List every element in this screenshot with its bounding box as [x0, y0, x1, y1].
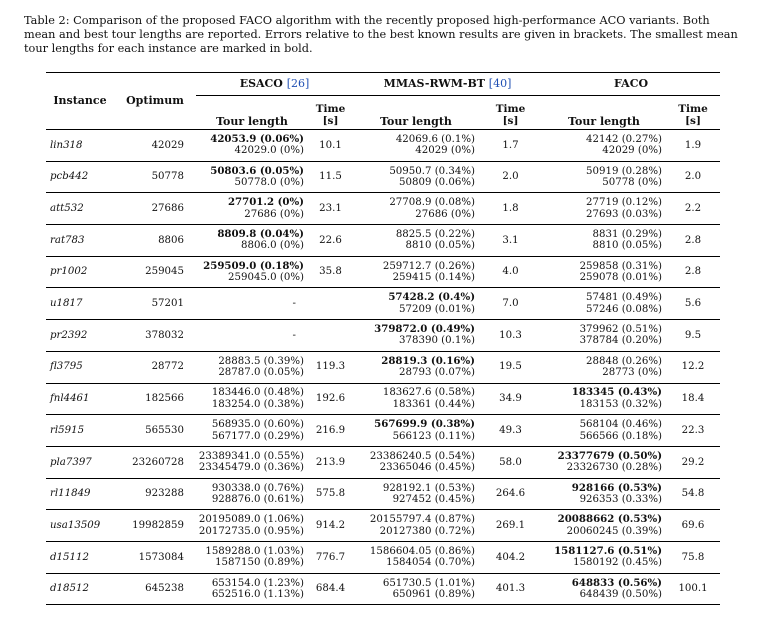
- table-caption: [24, 14, 744, 57]
- instance-cell: fl3795: [46, 351, 114, 383]
- instance-cell: fnl4461: [46, 383, 114, 415]
- esaco-tour-cell: [196, 541, 308, 573]
- mean-tour-length: 28848 (0.26%): [586, 355, 663, 367]
- header-faco: [542, 73, 720, 96]
- time-label: Time: [678, 103, 708, 115]
- mmas-time-cell: 264.6: [479, 478, 542, 510]
- table-row: [46, 130, 720, 162]
- instance-cell: pla7397: [46, 446, 114, 478]
- faco-time-cell: 18.4: [666, 383, 720, 415]
- optimum-cell: 1573084: [114, 541, 196, 573]
- best-tour-length: 378784 (0.20%): [579, 335, 663, 347]
- best-tour-length: 57246 (0.08%): [586, 303, 663, 315]
- mean-tour-length: 259509.0 (0.18%): [203, 259, 304, 272]
- instance-cell: rl5915: [46, 415, 114, 447]
- instance-cell: pr2392: [46, 320, 114, 352]
- mmas-time-cell: 34.9: [479, 383, 542, 415]
- best-tour-length: 648439 (0.50%): [579, 588, 663, 600]
- best-tour-length: 28773 (0%): [602, 367, 663, 379]
- optimum-cell: 23260728: [114, 446, 196, 478]
- esaco-tour-cell: -: [196, 288, 308, 320]
- mean-tour-length: 1586604.05 (0.86%): [369, 545, 476, 557]
- optimum-cell: 565530: [114, 415, 196, 447]
- mean-tour-length: 42069.6 (0.1%): [395, 133, 476, 145]
- optimum-cell: 259045: [114, 256, 196, 288]
- esaco-time-cell: 23.1: [308, 193, 353, 225]
- faco-time-cell: 69.6: [666, 510, 720, 542]
- mean-tour-length: 27719 (0.12%): [586, 197, 663, 209]
- best-tour-length: 183361 (0.44%): [392, 398, 476, 410]
- mean-tour-length: 8809.8 (0.04%): [217, 228, 304, 240]
- faco-tour-cell: [542, 446, 666, 478]
- mmas-tour-cell: [353, 288, 479, 320]
- faco-tour-cell: [542, 256, 666, 288]
- time-unit: [s]: [502, 115, 519, 127]
- esaco-time-cell: 914.2: [308, 510, 353, 542]
- instance-cell: d15112: [46, 541, 114, 573]
- mmas-time-cell: 10.3: [479, 320, 542, 352]
- best-tour-length: 20060245 (0.39%): [566, 525, 663, 537]
- esaco-tour-cell: [196, 161, 308, 193]
- optimum-cell: 8806: [114, 225, 196, 257]
- best-tour-length: 23326730 (0.28%): [566, 462, 663, 474]
- optimum-cell: 28772: [114, 351, 196, 383]
- esaco-tour-cell: [196, 446, 308, 478]
- header-faco-tour: Tour length: [568, 114, 640, 128]
- best-tour-length: 8810 (0.05%): [405, 240, 476, 252]
- table-row: [46, 225, 720, 257]
- faco-time-cell: 22.3: [666, 415, 720, 447]
- esaco-tour-cell: [196, 415, 308, 447]
- header-mmas-time: [479, 96, 542, 130]
- mmas-time-cell: 3.1: [479, 225, 542, 257]
- header-mmas: [353, 73, 542, 96]
- mean-tour-length: 23377679 (0.50%): [557, 449, 663, 462]
- faco-time-cell: 75.8: [666, 541, 720, 573]
- best-tour-length: 928876.0 (0.61%): [211, 493, 304, 505]
- best-tour-length: 27686 (0%): [244, 208, 304, 220]
- faco-tour-cell: [542, 130, 666, 162]
- esaco-time-cell: 216.9: [308, 415, 353, 447]
- mean-tour-length: 50919 (0.28%): [586, 165, 663, 177]
- mmas-tour-cell: [353, 573, 479, 605]
- best-tour-length: 23365046 (0.45%): [379, 462, 476, 474]
- mean-tour-length: 567699.9 (0.38%): [374, 418, 476, 431]
- mmas-tour-cell: [353, 383, 479, 415]
- mean-tour-length: 42142 (0.27%): [586, 133, 663, 145]
- mean-tour-length: 28883.5 (0.39%): [218, 355, 304, 367]
- table-row: [46, 256, 720, 288]
- esaco-tour-cell: [196, 510, 308, 542]
- instance-cell: u1817: [46, 288, 114, 320]
- mean-tour-length: 42053.9 (0.06%): [210, 132, 304, 145]
- time-label: Time: [495, 103, 526, 115]
- best-tour-length: 567177.0 (0.29%): [211, 430, 304, 442]
- esaco-tour-cell: [196, 573, 308, 605]
- mean-tour-length: 8831 (0.29%): [592, 229, 663, 240]
- mean-tour-length: 259858 (0.31%): [579, 260, 663, 272]
- esaco-time-cell: 684.4: [308, 573, 353, 605]
- table-row: [46, 383, 720, 415]
- instance-cell: pr1002: [46, 256, 114, 288]
- best-tour-length: 183153 (0.32%): [579, 398, 663, 410]
- esaco-time-cell: 10.1: [308, 130, 353, 162]
- best-tour-length: 8806.0 (0%): [241, 240, 304, 252]
- table-row: [46, 446, 720, 478]
- mean-tour-length: 928166 (0.53%): [571, 481, 663, 494]
- best-tour-length: 57209 (0.01%): [399, 303, 476, 315]
- esaco-tour-cell: [196, 193, 308, 225]
- table-row: [46, 415, 720, 447]
- esaco-tour-cell: [196, 478, 308, 510]
- optimum-cell: 50778: [114, 161, 196, 193]
- mean-tour-length: 1589288.0 (1.03%): [205, 545, 304, 557]
- best-tour-length: 50778 (0%): [602, 177, 663, 189]
- header-mmas-name: MMAS-RWM-BT: [383, 77, 485, 91]
- best-tour-length: 259045.0 (0%): [228, 272, 304, 284]
- faco-time-cell: 2.2: [666, 193, 720, 225]
- faco-time-cell: 5.6: [666, 288, 720, 320]
- header-esaco-ref[interactable]: [26]: [286, 77, 310, 91]
- optimum-cell: 19982859: [114, 510, 196, 542]
- mmas-tour-cell: [353, 320, 479, 352]
- best-tour-length: 28793 (0.07%): [399, 367, 476, 379]
- best-tour-length: 1584054 (0.70%): [386, 557, 476, 569]
- mean-tour-length: 379872.0 (0.49%): [374, 323, 476, 336]
- best-tour-length: 1580192 (0.45%): [573, 557, 663, 569]
- header-mmas-ref[interactable]: [40]: [488, 77, 512, 91]
- caption-label: Table 2:: [24, 14, 70, 27]
- mean-tour-length: 568104 (0.46%): [579, 419, 663, 431]
- mmas-time-cell: 401.3: [479, 573, 542, 605]
- faco-time-cell: 54.8: [666, 478, 720, 510]
- mmas-tour-cell: [353, 415, 479, 447]
- instance-cell: rl11849: [46, 478, 114, 510]
- table-body: [46, 130, 720, 605]
- faco-time-cell: 2.8: [666, 256, 720, 288]
- best-tour-length: 566566 (0.18%): [579, 430, 663, 442]
- mmas-time-cell: 58.0: [479, 446, 542, 478]
- esaco-time-cell: 776.7: [308, 541, 353, 573]
- faco-time-cell: 100.1: [666, 573, 720, 605]
- mmas-tour-cell: [353, 541, 479, 573]
- mmas-tour-cell: [353, 256, 479, 288]
- best-tour-length: 23345479.0 (0.36%): [198, 462, 304, 474]
- faco-tour-cell: [542, 288, 666, 320]
- faco-tour-cell: [542, 510, 666, 542]
- optimum-cell: 923288: [114, 478, 196, 510]
- mean-tour-length: 8825.5 (0.22%): [395, 229, 476, 240]
- mmas-time-cell: 7.0: [479, 288, 542, 320]
- mmas-time-cell: 4.0: [479, 256, 542, 288]
- esaco-time-cell: 35.8: [308, 256, 353, 288]
- mean-tour-length: 57428.2 (0.4%): [388, 291, 476, 304]
- mmas-tour-cell: [353, 351, 479, 383]
- best-tour-length: 28787.0 (0.05%): [218, 367, 304, 379]
- mean-tour-length: 50803.6 (0.05%): [210, 164, 304, 177]
- esaco-time-cell: 119.3: [308, 351, 353, 383]
- best-tour-length: 652516.0 (1.13%): [211, 588, 304, 600]
- best-tour-length: 183254.0 (0.38%): [211, 398, 304, 410]
- time-unit: [s]: [322, 115, 339, 127]
- faco-tour-cell: [542, 161, 666, 193]
- table-row: [46, 193, 720, 225]
- best-tour-length: 50809 (0.06%): [399, 177, 476, 189]
- best-tour-length: 259078 (0.01%): [579, 272, 663, 284]
- header-esaco-time: [308, 96, 353, 130]
- mmas-time-cell: 1.8: [479, 193, 542, 225]
- results-table: [46, 72, 720, 605]
- instance-cell: d18512: [46, 573, 114, 605]
- faco-tour-cell: [542, 415, 666, 447]
- mmas-tour-cell: [353, 130, 479, 162]
- time-label: Time: [315, 103, 346, 115]
- mean-tour-length: 379962 (0.51%): [579, 324, 663, 336]
- esaco-time-cell: 22.6: [308, 225, 353, 257]
- best-tour-length: 20127380 (0.72%): [379, 525, 476, 537]
- best-tour-length: 27693 (0.03%): [586, 208, 663, 220]
- mean-tour-length: 57481 (0.49%): [586, 292, 663, 304]
- faco-tour-cell: [542, 351, 666, 383]
- mmas-tour-cell: [353, 161, 479, 193]
- table-row: [46, 573, 720, 605]
- best-tour-length: 27686 (0%): [415, 208, 476, 220]
- instance-cell: rat783: [46, 225, 114, 257]
- mean-tour-length: 27701.2 (0%): [227, 196, 304, 209]
- best-tour-length: 1587150 (0.89%): [215, 557, 304, 569]
- mmas-time-cell: 269.1: [479, 510, 542, 542]
- mean-tour-length: 23386240.5 (0.54%): [369, 450, 476, 462]
- esaco-tour-cell: [196, 225, 308, 257]
- optimum-cell: 57201: [114, 288, 196, 320]
- table-header: [46, 73, 720, 130]
- table-row: [46, 510, 720, 542]
- mean-tour-length: 651730.5 (1.01%): [382, 577, 476, 589]
- mmas-tour-cell: [353, 446, 479, 478]
- faco-tour-cell: [542, 541, 666, 573]
- table-row: [46, 288, 720, 320]
- mmas-time-cell: 19.5: [479, 351, 542, 383]
- header-faco-time: [666, 96, 720, 130]
- mean-tour-length: 20155797.4 (0.87%): [369, 514, 476, 526]
- mmas-tour-cell: [353, 225, 479, 257]
- best-tour-length: 42029.0 (0%): [234, 145, 304, 157]
- mean-tour-length: 928192.1 (0.53%): [382, 482, 476, 494]
- header-esaco: [196, 73, 353, 96]
- header-esaco-name: ESACO: [239, 77, 283, 91]
- optimum-cell: 27686: [114, 193, 196, 225]
- best-tour-length: 566123 (0.11%): [392, 430, 476, 442]
- optimum-cell: 42029: [114, 130, 196, 162]
- esaco-tour-cell: [196, 130, 308, 162]
- table-row: [46, 541, 720, 573]
- best-tour-length: 50778.0 (0%): [234, 177, 304, 189]
- mmas-tour-cell: [353, 478, 479, 510]
- mean-tour-length: 930338.0 (0.76%): [211, 482, 304, 494]
- faco-tour-cell: [542, 478, 666, 510]
- esaco-tour-cell: [196, 256, 308, 288]
- faco-time-cell: 29.2: [666, 446, 720, 478]
- esaco-time-cell: 575.8: [308, 478, 353, 510]
- mean-tour-length: 50950.7 (0.34%): [389, 165, 476, 177]
- mean-tour-length: 648833 (0.56%): [571, 576, 663, 589]
- faco-time-cell: 9.5: [666, 320, 720, 352]
- instance-cell: usa13509: [46, 510, 114, 542]
- mmas-time-cell: 49.3: [479, 415, 542, 447]
- esaco-tour-cell: [196, 351, 308, 383]
- caption-text: Comparison of the proposed FACO algorithm with the recently proposed high-performance ACO variants. Both mean and best tour lengths are reported. Errors relative to the best known results are given in brackets. The smallest mean tour lengths for each instance are marked in bold.: [24, 14, 738, 56]
- mean-tour-length: 23389341.0 (0.55%): [198, 450, 304, 462]
- esaco-time-cell: [308, 288, 353, 320]
- mmas-time-cell: 404.2: [479, 541, 542, 573]
- best-tour-length: 42029 (0%): [415, 145, 476, 157]
- esaco-time-cell: 213.9: [308, 446, 353, 478]
- mmas-tour-cell: [353, 193, 479, 225]
- mmas-tour-cell: [353, 510, 479, 542]
- instance-cell: lin318: [46, 130, 114, 162]
- time-unit: [s]: [685, 115, 701, 127]
- mean-tour-length: 28819.3 (0.16%): [381, 354, 476, 367]
- esaco-time-cell: 11.5: [308, 161, 353, 193]
- mean-tour-length: 183345 (0.43%): [571, 386, 663, 399]
- mean-tour-length: 183627.6 (0.58%): [382, 387, 476, 399]
- table-row: [46, 478, 720, 510]
- faco-tour-cell: [542, 573, 666, 605]
- esaco-time-cell: [308, 320, 353, 352]
- mean-tour-length: 20195089.0 (1.06%): [198, 514, 304, 526]
- faco-tour-cell: [542, 193, 666, 225]
- faco-time-cell: 1.9: [666, 130, 720, 162]
- faco-time-cell: 2.8: [666, 225, 720, 257]
- table-row: [46, 161, 720, 193]
- mmas-time-cell: 1.7: [479, 130, 542, 162]
- optimum-cell: 645238: [114, 573, 196, 605]
- faco-time-cell: 2.0: [666, 161, 720, 193]
- faco-tour-cell: [542, 320, 666, 352]
- optimum-cell: 182566: [114, 383, 196, 415]
- mean-tour-length: 1581127.6 (0.51%): [554, 544, 663, 557]
- best-tour-length: 42029 (0%): [602, 145, 663, 157]
- best-tour-length: 8810 (0.05%): [592, 240, 663, 252]
- instance-cell: att532: [46, 193, 114, 225]
- header-instance: Instance: [53, 94, 107, 108]
- best-tour-length: 20172735.0 (0.95%): [198, 525, 304, 537]
- mean-tour-length: 568935.0 (0.60%): [211, 419, 304, 431]
- header-esaco-tour: Tour length: [216, 114, 288, 128]
- mean-tour-length: 653154.0 (1.23%): [211, 577, 304, 589]
- esaco-tour-cell: [196, 383, 308, 415]
- instance-cell: pcb442: [46, 161, 114, 193]
- esaco-time-cell: 192.6: [308, 383, 353, 415]
- mean-tour-length: 27708.9 (0.08%): [389, 197, 476, 209]
- header-faco-name: FACO: [614, 77, 649, 91]
- best-tour-length: 926353 (0.33%): [579, 493, 663, 505]
- header-optimum: Optimum: [126, 94, 184, 108]
- best-tour-length: 259415 (0.14%): [392, 272, 476, 284]
- faco-tour-cell: [542, 225, 666, 257]
- best-tour-length: 378390 (0.1%): [399, 335, 476, 347]
- best-tour-length: 650961 (0.89%): [392, 588, 476, 600]
- faco-time-cell: 12.2: [666, 351, 720, 383]
- mean-tour-length: 183446.0 (0.48%): [211, 387, 304, 399]
- faco-tour-cell: [542, 383, 666, 415]
- mean-tour-length: 20088662 (0.53%): [557, 513, 663, 526]
- header-mmas-tour: Tour length: [380, 114, 452, 128]
- optimum-cell: 378032: [114, 320, 196, 352]
- table-row: [46, 320, 720, 352]
- esaco-tour-cell: -: [196, 320, 308, 352]
- mmas-time-cell: 2.0: [479, 161, 542, 193]
- best-tour-length: 927452 (0.45%): [392, 493, 476, 505]
- table-row: [46, 351, 720, 383]
- mean-tour-length: 259712.7 (0.26%): [382, 260, 476, 272]
